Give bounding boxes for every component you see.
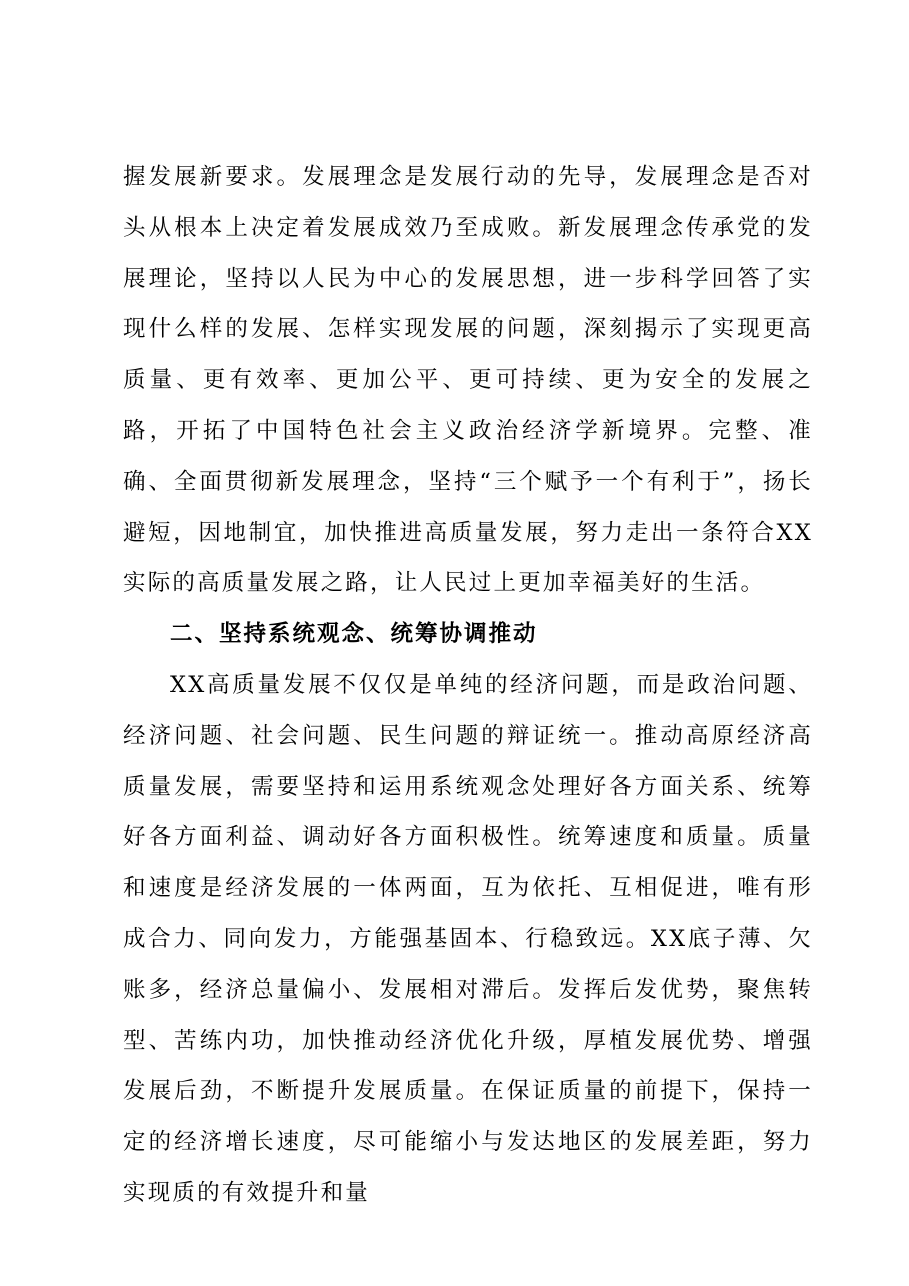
body-paragraph: XX高质量发展不仅仅是单纯的经济问题，而是政治问题、经济问题、社会问题、民生问题的辩证统一。推动高原经济高质量发展，需要坚持和运用系统观念处理好各方面关系、统筹好各方面利益、调动好各方面积极性。统筹速度和质量。质量和速度是经济发展的一体两面，互为依托、互相促进，唯有形成合力、同向发力，方能强基固本、行稳致远。XX底子薄、欠账多，经济总量偏小、发展相对滞后。发挥后发优势，聚焦转型、苦练内功，加快推动经济优化升级，厚植发展优势、增强发展后劲，不断提升发展质量。在保证质量的前提下，保持一定的经济增长速度，尽可能缩小与发达地区的发展差距，努力实现质的有效提升和量 [123, 671, 813, 1206]
body-paragraph-continued: 握发展新要求。发展理念是发展行动的先导，发展理念是否对头从根本上决定着发展成效乃至成败。新发展理念传承党的发展理论，坚持以人民为中心的发展思想，进一步科学回答了实现什么样的发展、怎样实现发展的问题，深刻揭示了实现更高质量、更有效率、更加公平、更可持续、更为安全的发展之路，开拓了中国特色社会主义政治经济学新境界。完整、准确、全面贯彻新发展理念，坚持“三个赋予一个有利于”，扬长避短，因地制宜，加快推进高质量发展，努力走出一条符合XX实际的高质量发展之路，让人民过上更加幸福美好的生活。 [123, 164, 813, 597]
section-heading: 二、坚持系统观念、统筹协调推动 [170, 621, 538, 648]
document-body [123, 152, 813, 1219]
